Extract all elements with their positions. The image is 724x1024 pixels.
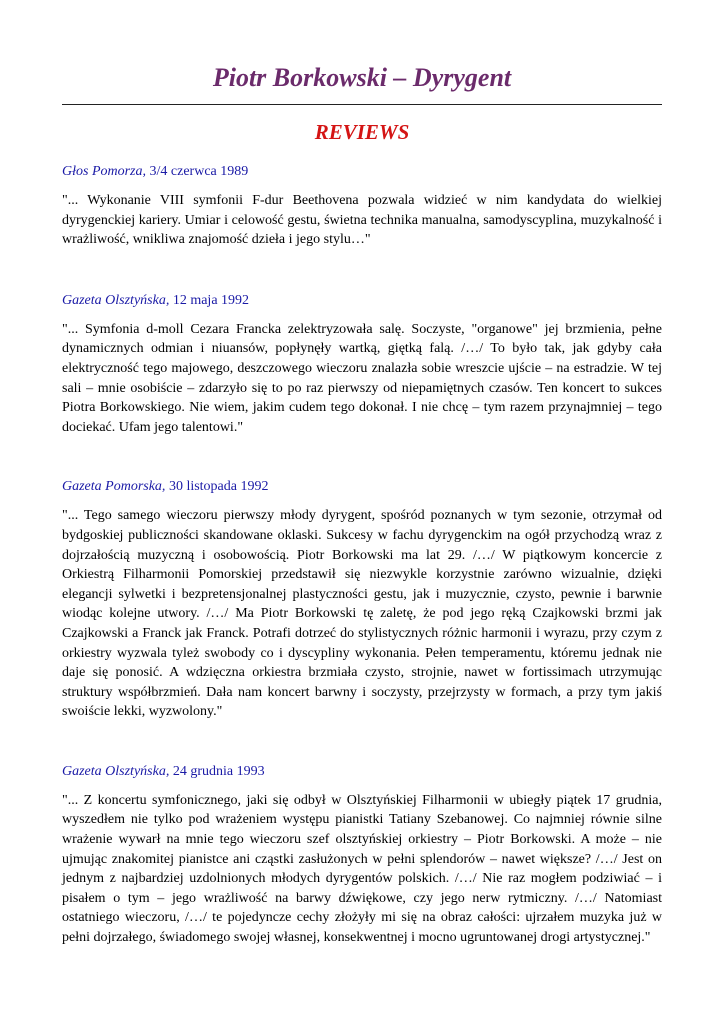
review-date: 3/4 czerwca 1989 — [146, 164, 249, 179]
page-title: Piotr Borkowski – Dyrygent — [212, 63, 512, 92]
review-entry — [62, 478, 662, 722]
newspaper-name: Gazeta Olsztyńska, — [62, 763, 170, 779]
section-heading: REVIEWS — [314, 120, 410, 144]
review-quote: "... Symfonia d-moll Cezara Francka zelektryzowała salę. Soczyste, "organowe" jej brzmienia, pełne dynamicznych odmian i niuansów, popłynęły wartką, giętką falą. /…/ To było tak, jak gdyby cała elektryczność tego majowego, deszczowego wieczoru znalazła sobie wreszcie ujście – na estradzie. W tej sali – mnie osobiście – zdarzyło się to po raz pierwszy od niepamiętnych czasów. Ten koncert to sukces Piotra Borkowskiego. Nie wiem, jakim cudem tego dokonał. I nie chcę – tym razem przynajmniej – tego dociekać. Ufam jego talentowi." — [62, 321, 662, 435]
review-source — [62, 163, 662, 181]
review-source — [62, 478, 662, 496]
title-divider — [62, 104, 662, 105]
review-source — [62, 763, 662, 781]
review-date: 30 listopada 1992 — [165, 479, 269, 495]
review-entry — [62, 292, 662, 438]
review-date: 24 grudnia 1993 — [169, 763, 265, 779]
newspaper-name: Gazeta Olsztyńska, — [62, 292, 170, 308]
review-entry — [62, 163, 662, 250]
review-quote: "... Tego samego wieczoru pierwszy młody dyrygent, spośród poznanych w tym sezonie, otrzymał od bydgoskiej publiczności skandowane oklaski. Sukcesy w fachu dyrygenckim na ogół przychodzą wraz z dojrzałością muzyczną i osobowością. Piotr Borkowski ma lat 29. /…/ W piątkowym koncercie z Orkiestrą Filharmonii Pomorskiej przedstawił się niezwykle korzystnie zarówno wizualnie, dzięki elegancji sylwetki i bezpretensjonalnej plastyczności gestu, jak i muzycznie, czysto, pewnie i barwnie wiodąc kolejne utwory. /…/ Ma Piotr Borkowski tę zaletę, że pod jego ręką Czajkowski brzmi jak Czajkowski a Franck jak Franck. Potrafi dotrzeć do stylistycznych różnic harmonii i wyrazu, przy czym z orkiestry wyzwala tyleż swobody co i dyscypliny wykonania. Pełen temperamentu, któremu jednak nie daje się ponosić. A wdzięczna orkiestra brzmiała czysto, strojnie, nawet w fortissimach utrzymując struktury współbrzmień. Dała nam koncert barwny i soczysty, przejrzysty w formach, a przy tym jakiś swoiście lekki, wyzwolony." — [62, 508, 662, 720]
newspaper-name: Głos Pomorza, — [62, 164, 147, 179]
review-entry — [62, 763, 662, 948]
review-quote: "... Z koncertu symfonicznego, jaki się odbył w Olsztyńskiej Filharmonii w ubiegły piątek 17 grudnia, wyszedłem nie tylko pod wrażeniem występu pianistki Tatiany Szebanowej. Co najmniej równie silne wrażenie wywarł na mnie tego wieczoru szef olsztyńskiej orkiestry – Piotr Borkowski. A może – nie ujmując znakomitej pianistce ani cząstki zasłużonych w pełni splendorów – nawet większe? /…/ Jest on jednym z najbardziej uzdolnionych młodych dyrygentów polskich. /…/ Nie raz mogłem podziwiać – i pisałem o tym – jego wrażliwość na barwy dźwiękowe, czy jego nerw rytmiczny. /…/ Natomiast ostatniego wieczoru, /…/ te pojedyncze cechy złożyły mi się na obraz całości: ujrzałem muzyka już w pełni dojrzałego, świadomego swojej własnej, konsekwentnej i mocno ugruntowanej drogi artystycznej." — [62, 792, 662, 946]
review-quote: "... Wykonanie VIII symfonii F-dur Beethovena pozwala widzieć w nim kandydata do wielkiej dyrygenckiej kariery. Umiar i celowość gestu, świetna technika manualna, samodyscyplina, muzykalność i wrażliwość, wnikliwa znajomość dzieła i jego stylu…" — [62, 193, 662, 248]
newspaper-name: Gazeta Pomorska, — [62, 479, 166, 495]
review-source — [62, 292, 662, 310]
review-date: 12 maja 1992 — [169, 292, 250, 308]
